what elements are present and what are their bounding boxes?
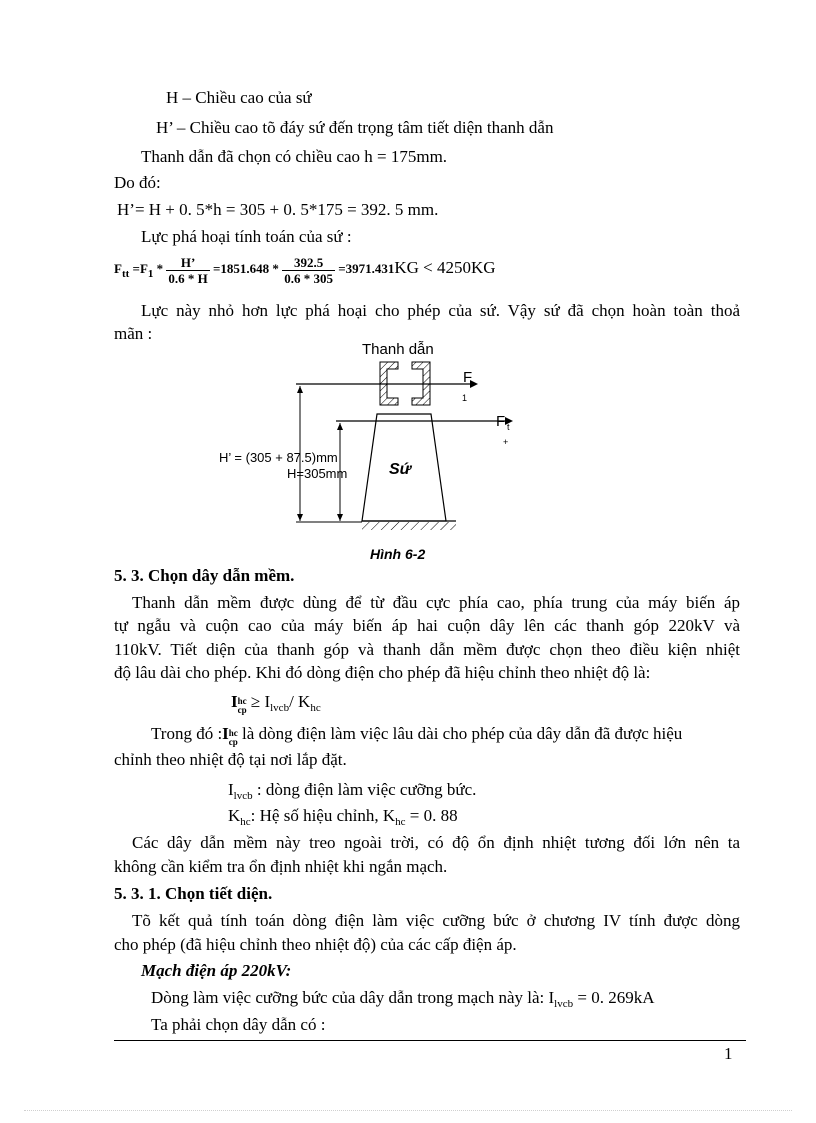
label-h: H=305mm [287,466,348,481]
label-h-prime: H’ = (305 + 87.5)mm [219,450,338,465]
svg-text:1: 1 [462,393,468,403]
s53-p1-line3: 110kV. Tiết diện của thanh góp và thanh dẫn mềm được chọn theo điều kiện nhiệt [114,640,740,659]
svg-text:+: + [503,437,509,447]
busbar-height: Thanh dẫn đã chọn có chiều cao h = 175mm. [141,147,448,166]
ground-hatch [362,522,456,530]
section-531-heading: 5. 3. 1. Chọn tiết diện. [114,884,273,903]
def-h-prime: H’ – Chiều cao tõ đáy sứ đến trọng tâm tiết diện thanh dẫn [156,118,554,137]
s531-p1-line1: Tõ kết quả tính toán dòng điện làm việc cưỡng bức ở chương IV tính được dòng [132,911,740,930]
circuit-220kv: Mạch điện áp 220kV: [141,961,292,980]
page-edge [24,1110,792,1111]
label-su: Sứ [389,461,412,478]
fraction-2: $\frac{392.5}{0.6 * 305}$ [284,254,333,286]
condition-formula: I hc cp ≥ $I_{lvcb}/$ $K_{hc}$ [231,692,321,715]
khc-definition: $K_{hc}$: Hệ số hiệu chỉnh, $K_{hc} = 0$. 88 [228,806,458,828]
footer-rule [114,1040,746,1041]
fraction-1: $\frac{H’}{0.6 * H}$ [168,254,208,286]
s53-p2-line1: Các dây dẫn mềm này treo ngoài trời, có độ ổn định nhiệt tương đối lớn nên ta [132,833,740,852]
figure-caption: Hình 6-2 [370,546,426,562]
f-tt: F [114,261,122,276]
where-line2: chỉnh theo nhiệt độ tại nơi lắp đặt. [114,750,347,769]
label-busbar: Thanh dẫn [362,341,434,358]
so-label: Do đó: [114,173,161,192]
s53-p2-line2: không cần kiểm tra ổn định nhiệt khi ngắn mạch. [114,857,448,876]
page-number: 1 [724,1044,733,1063]
force-formula: $F_{tt} =F_1$ * $\frac{H’}{0.6 * H}$ =1851.648 * $\frac{392.5}{0.6 * 305}$ =3971.431KG < 4250KG [114,254,496,286]
svg-text:F: F [496,413,506,430]
h-prime-calc: H’= H + 0. 5*h = 305 + 0. 5*175 = 392. 5 mm. [117,200,439,219]
force-intro: Lực phá hoại tính toán của sứ : [141,227,352,246]
def-h: H – Chiều cao của sứ [166,88,312,107]
conclusion-line1: Lực này nhỏ hơn lực phá hoại cho phép của sứ. Vậy sứ đã chọn hoàn toàn thoả [141,301,740,320]
s53-p1-line1: Thanh dẫn mềm được dùng để từ đầu cực phía cao, phía trung của máy biến áp [132,593,740,612]
must-choose: Ta phải chọn dây dẫn có : [151,1015,326,1034]
svg-text:F: F [463,369,473,386]
s53-p1-line2: tự ngẫu và cuộn cao của máy biến áp hai cuộn dây lên các thanh góp 220kV và [114,616,740,635]
conclusion-line2: mãn : [114,324,153,343]
ilvcb-definition: $I_{lvcb}$ : dòng điện làm việc cưỡng bức. [228,780,477,802]
where-line1: Trong đó :I hc cp là dòng điện làm việc lâu dài cho phép của dây dẫn đã được hiệu [151,724,683,747]
section-53-heading: 5. 3. Chọn dây dẫn mềm. [114,566,295,585]
s531-p1-line2: cho phép (đã hiệu chỉnh theo nhiệt độ) của các cấp điện áp. [114,935,517,954]
svg-text:t: t [507,422,510,432]
s53-p1-line4: độ lâu dài cho phép. Khi đó dòng điện cho phép đã hiệu chỉnh theo nhiệt độ là: [114,663,651,682]
forced-current: Dòng làm việc cưỡng bức của dây dẫn trong mạch này là: $I_{lvcb} = 0$. 269kA [151,988,655,1010]
